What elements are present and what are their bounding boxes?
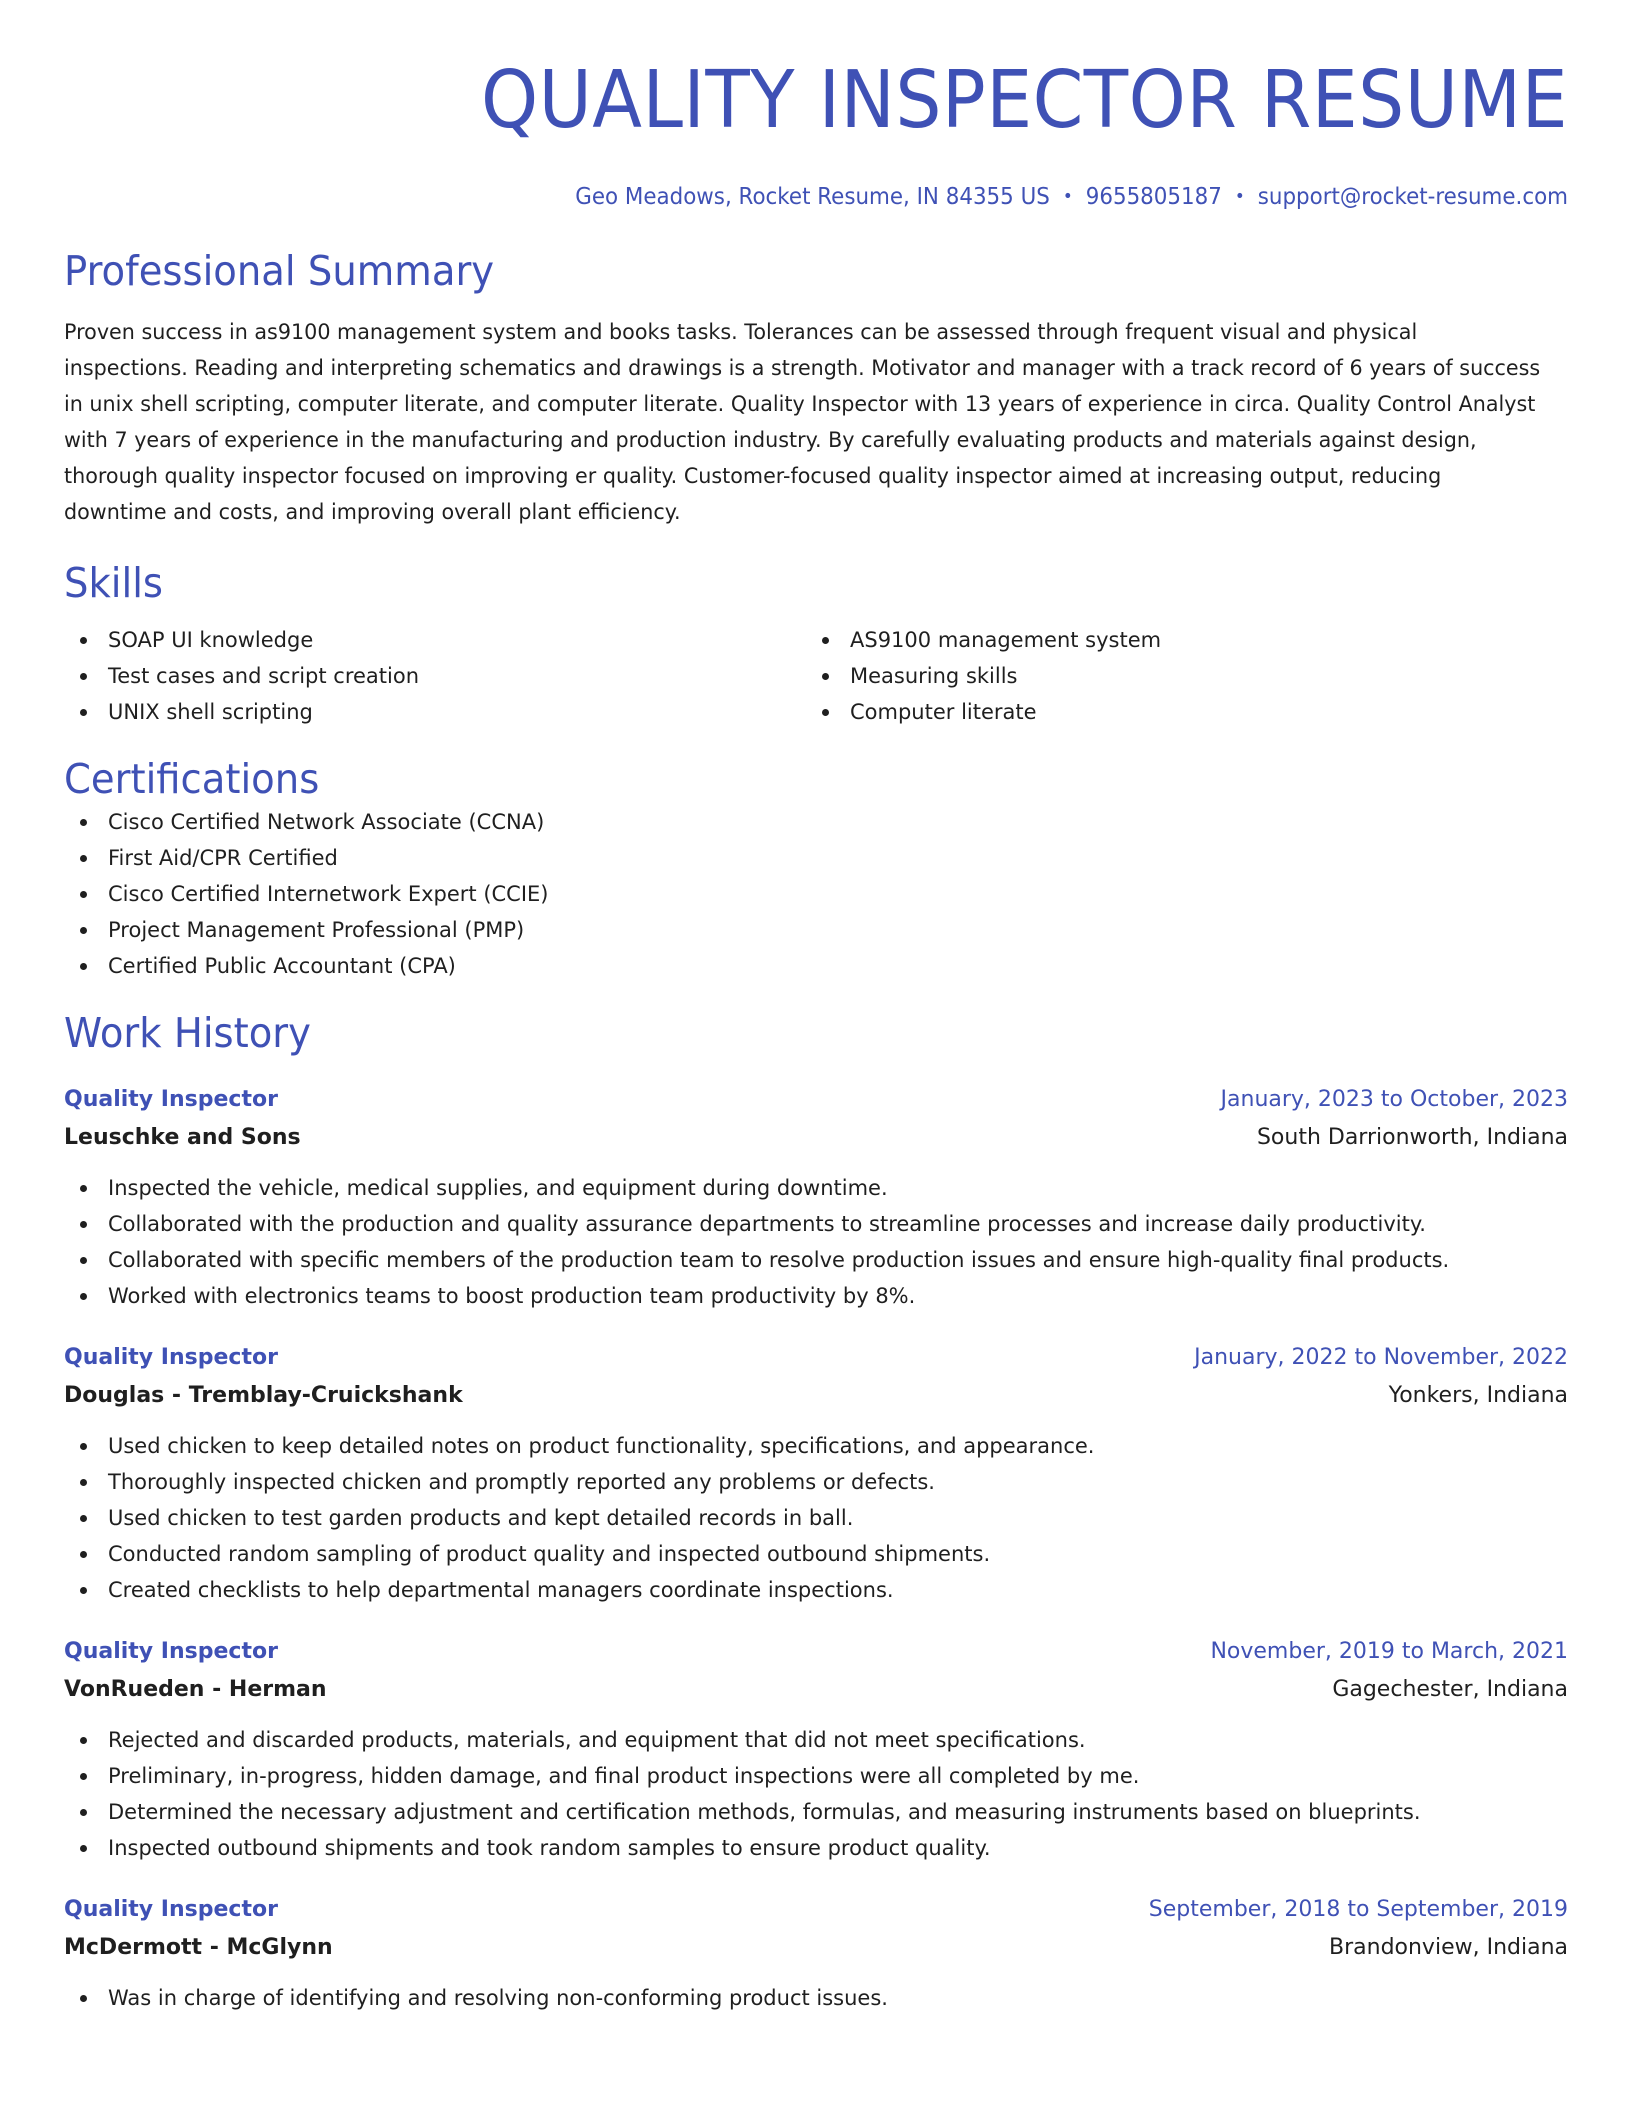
skill-item: [64, 694, 806, 730]
job-bullet-text: Determined the necessary adjustment and certification methods, formulas, and measuring instruments based on blueprints.: [108, 1800, 1421, 1824]
document-title: QUALITY INSPECTOR RESUME: [480, 54, 1569, 146]
job-company-row: [64, 1670, 1568, 1710]
job-bullet: [64, 1722, 1568, 1758]
summary-text: Proven success in as9100 management system and books tasks. Tolerances can be assessed through frequent visual and physical inspections. Reading and interpreting schematics and drawings is a strength. Motivator and manager with a track record of 6 years of success in unix shell scripting, computer literate, and computer literate. Quality Inspector with 13 years of experience in circa. Quality Control Analyst with 7 years of experience in the manufacturing and production industry. By carefully evaluating products and materials against design, thorough quality inspector focused on improving er quality. Customer-focused quality inspector aimed at increasing output, reducing downtime and costs, and improving overall plant efficiency.: [64, 320, 1541, 524]
job-title: Quality Inspector: [64, 1345, 278, 1370]
certification-text: Cisco Certified Network Associate (CCNA): [108, 810, 545, 834]
job-bullet-text: Inspected outbound shipments and took random samples to ensure product quality.: [108, 1836, 991, 1860]
bullet-icon: [80, 709, 87, 716]
job-bullet: [64, 1428, 1568, 1464]
job-header-row: [64, 1340, 1568, 1376]
job-company: Leuschke and Sons: [64, 1125, 301, 1150]
job-company-row: [64, 1118, 1568, 1158]
skills-heading: Skills: [64, 559, 163, 607]
job-bullet-text: Used chicken to keep detailed notes on product functionality, specifications, and appearance.: [108, 1434, 1095, 1458]
job-bullet-text: Created checklists to help departmental managers coordinate inspections.: [108, 1578, 894, 1602]
job-bullet-text: Worked with electronics teams to boost production team productivity by 8%.: [108, 1284, 916, 1308]
contact-separator: •: [1062, 186, 1073, 207]
job-bullet: [64, 1464, 1568, 1500]
skill-item: [806, 694, 1548, 730]
certification-text: Project Management Professional (PMP): [108, 918, 525, 942]
job-company-row: [64, 1928, 1568, 1968]
job-entry: [64, 1082, 1568, 1314]
job-bullet: [64, 1980, 1568, 2016]
certification-item: [64, 804, 1568, 840]
skill-item: [64, 622, 806, 658]
bullet-icon: [80, 1479, 87, 1486]
certification-item: [64, 912, 1568, 948]
bullet-icon: [80, 891, 87, 898]
certification-item: [64, 876, 1568, 912]
job-bullet: [64, 1278, 1568, 1314]
summary-section: [64, 246, 1568, 530]
skill-item: [64, 658, 806, 694]
contact-phone: 9655805187: [1085, 184, 1222, 210]
bullet-icon: [80, 1551, 87, 1558]
skills-list-left: [64, 622, 806, 730]
job-bullet-text: Conducted random sampling of product quality and inspected outbound shipments.: [108, 1542, 991, 1566]
certification-text: Cisco Certified Internetwork Expert (CCIE): [108, 882, 549, 906]
skills-list-right: [806, 622, 1548, 730]
bullet-icon: [822, 637, 829, 644]
bullet-icon: [80, 1737, 87, 1744]
job-location: Yonkers, Indiana: [1388, 1383, 1568, 1408]
job-bullet-text: Collaborated with specific members of the production team to resolve production issues and ensure high-quality final products.: [108, 1248, 1450, 1272]
bullet-icon: [80, 1587, 87, 1594]
skill-item: [806, 658, 1548, 694]
bullet-icon: [80, 819, 87, 826]
bullet-icon: [822, 709, 829, 716]
job-header-row: [64, 1892, 1568, 1928]
job-location: South Darrionworth, Indiana: [1256, 1125, 1568, 1150]
skill-text: Measuring skills: [850, 664, 1018, 688]
skills-section: [64, 558, 1568, 730]
job-bullet-text: Collaborated with the production and quality assurance departments to streamline processes and increase daily productivity.: [108, 1212, 1426, 1236]
job-bullet: [64, 1830, 1568, 1866]
job-dates: January, 2022 to November, 2022: [1194, 1345, 1568, 1370]
bullet-icon: [80, 1515, 87, 1522]
job-bullet: [64, 1572, 1568, 1608]
certifications-heading: Certifications: [64, 755, 320, 803]
job-dates: January, 2023 to October, 2023: [1220, 1087, 1568, 1112]
job-header-row: [64, 1082, 1568, 1118]
bullet-icon: [80, 927, 87, 934]
skill-text: Test cases and script creation: [108, 664, 420, 688]
job-bullet-text: Thoroughly inspected chicken and promptly reported any problems or defects.: [108, 1470, 935, 1494]
job-bullet: [64, 1170, 1568, 1206]
contact-email[interactable]: support@rocket-resume.com: [1257, 184, 1568, 210]
job-bullet-text: Used chicken to test garden products and kept detailed records in ball.: [108, 1506, 854, 1530]
job-location: Brandonview, Indiana: [1329, 1935, 1568, 1960]
skill-item: [806, 622, 1548, 658]
job-bullet: [64, 1500, 1568, 1536]
bullet-icon: [822, 673, 829, 680]
job-bullet: [64, 1794, 1568, 1830]
skills-grid: [64, 622, 1568, 730]
job-bullet-text: Was in charge of identifying and resolving non-conforming product issues.: [108, 1986, 888, 2010]
summary-heading: Professional Summary: [64, 247, 495, 295]
certifications-list: [64, 804, 1568, 984]
job-title: Quality Inspector: [64, 1897, 278, 1922]
bullet-icon: [80, 1845, 87, 1852]
job-title: Quality Inspector: [64, 1087, 278, 1112]
job-bullet: [64, 1242, 1568, 1278]
job-bullet: [64, 1536, 1568, 1572]
job-bullets: [64, 1722, 1568, 1866]
bullet-icon: [80, 1443, 87, 1450]
certifications-section: [64, 754, 1568, 984]
skill-text: SOAP UI knowledge: [108, 628, 314, 652]
certification-text: Certified Public Accountant (CPA): [108, 954, 456, 978]
work-history-section: [64, 1008, 1568, 2016]
contact-line: [169, 182, 1568, 212]
job-company: Douglas - Tremblay-Cruickshank: [64, 1383, 463, 1408]
work-history-heading: Work History: [64, 1009, 311, 1057]
skill-text: UNIX shell scripting: [108, 700, 313, 724]
job-bullets: [64, 1170, 1568, 1314]
skill-text: AS9100 management system: [850, 628, 1162, 652]
bullet-icon: [80, 1185, 87, 1192]
bullet-icon: [80, 1809, 87, 1816]
job-bullet-text: Inspected the vehicle, medical supplies, and equipment during downtime.: [108, 1176, 888, 1200]
job-bullet: [64, 1206, 1568, 1242]
bullet-icon: [80, 1257, 87, 1264]
bullet-icon: [80, 1773, 87, 1780]
contact-address: Geo Meadows, Rocket Resume, IN 84355 US: [575, 184, 1050, 210]
job-entry: [64, 1340, 1568, 1608]
skill-text: Computer literate: [850, 700, 1037, 724]
bullet-icon: [80, 963, 87, 970]
contact-separator: •: [1234, 186, 1245, 207]
bullet-icon: [80, 1293, 87, 1300]
job-bullets: [64, 1980, 1568, 2016]
job-company: McDermott - McGlynn: [64, 1935, 333, 1960]
bullet-icon: [80, 1221, 87, 1228]
job-dates: November, 2019 to March, 2021: [1210, 1639, 1568, 1664]
job-entry: [64, 1892, 1568, 2016]
job-bullet-text: Rejected and discarded products, materials, and equipment that did not meet specifications.: [108, 1728, 1086, 1752]
job-company-row: [64, 1376, 1568, 1416]
job-bullets: [64, 1428, 1568, 1608]
job-entry: [64, 1634, 1568, 1866]
certification-item: [64, 948, 1568, 984]
certification-text: First Aid/CPR Certified: [108, 846, 338, 870]
bullet-icon: [80, 637, 87, 644]
bullet-icon: [80, 1995, 87, 2002]
bullet-icon: [80, 855, 87, 862]
certification-item: [64, 840, 1568, 876]
job-bullet-text: Preliminary, in-progress, hidden damage, and final product inspections were all completed by me.: [108, 1764, 1140, 1788]
job-title: Quality Inspector: [64, 1639, 278, 1664]
job-header-row: [64, 1634, 1568, 1670]
job-company: VonRueden - Herman: [64, 1677, 327, 1702]
bullet-icon: [80, 673, 87, 680]
job-bullet: [64, 1758, 1568, 1794]
job-location: Gagechester, Indiana: [1332, 1677, 1568, 1702]
job-dates: September, 2018 to September, 2019: [1148, 1897, 1568, 1922]
